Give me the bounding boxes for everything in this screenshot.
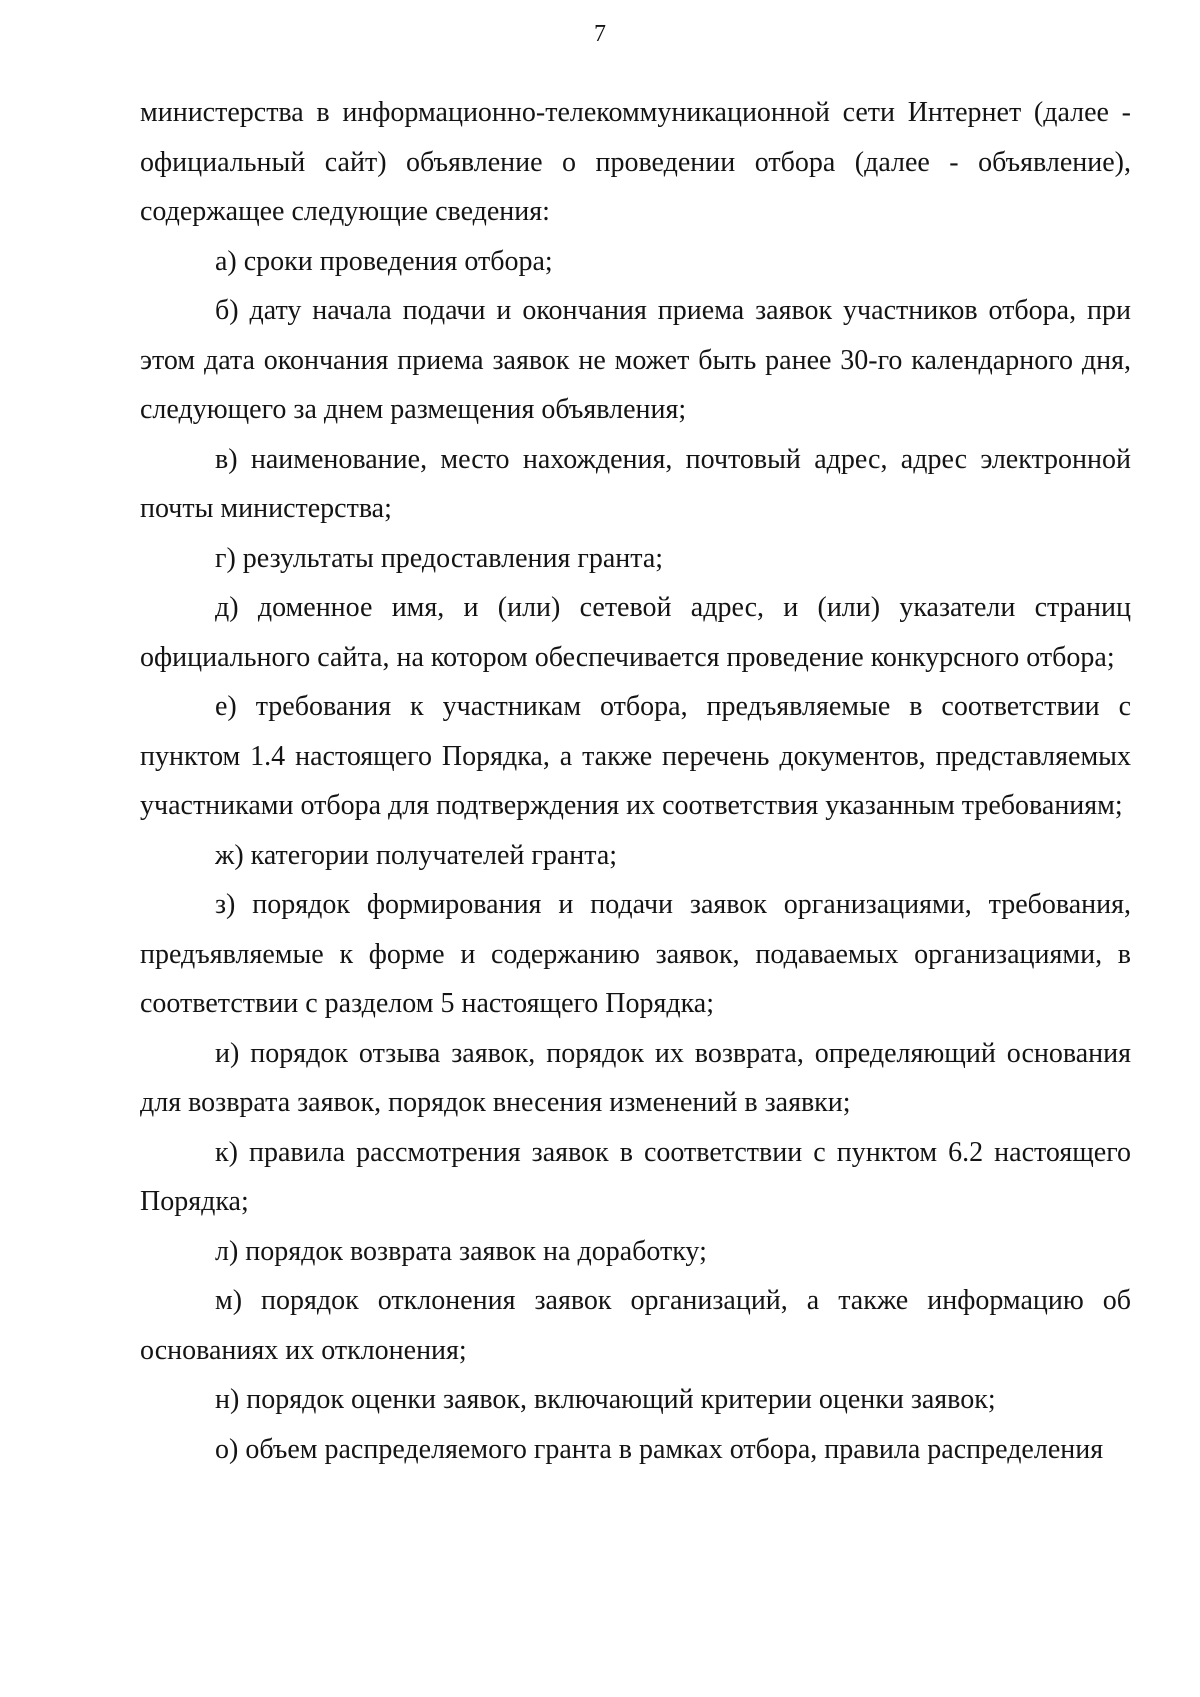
list-item-v: в) наименование, место нахождения, почтовый адрес, адрес электронной почты министерства; [140,443,1131,524]
page-number: 7 [594,21,606,47]
list-item-e: е) требования к участникам отбора, предъявляемые в соответствии с пунктом 1.4 настоящего Порядка, а также перечень документов, представляемых участниками отбора для подтверждения их соответствия указанным требованиям; [140,691,1131,821]
list-item-k: к) правила рассмотрения заявок в соответствии с пунктом 6.2 настоящего Порядка; [140,1136,1131,1217]
paragraph-intro: министерства в информационно-телекоммуникационной сети Интернет (далее - официальный сайт) объявление о проведении отбора (далее - объявление), содержащее следующие сведения: [140,97,1131,227]
list-item-a: а) сроки проведения отбора; [215,245,553,277]
list-item-n: н) порядок оценки заявок, включающий критерии оценки заявок; [215,1384,996,1415]
list-item-d: д) доменное имя, и (или) сетевой адрес, и (или) указатели страниц официального сайта, на котором обеспечивается проведение конкурсного отбора; [140,592,1131,673]
list-item-zh: ж) категории получателей гранта; [215,839,618,871]
list-item-b: б) дату начала подачи и окончания приема заявок участников отбора, при этом дата окончания приема заявок не может быть ранее 30-го календарного дня, следующего за днем размещения объявления; [140,295,1131,425]
list-item-i: и) порядок отзыва заявок, порядок их возврата, определяющий основания для возврата заявок, порядок внесения изменений в заявки; [140,1037,1131,1118]
list-item-l: л) порядок возврата заявок на доработку; [215,1235,707,1267]
list-item-m: м) порядок отклонения заявок организаций, а также информацию об основаниях их отклонения; [140,1285,1131,1366]
list-item-g: г) результаты предоставления гранта; [215,542,664,574]
document-body [140,88,1131,1474]
list-item-z: з) порядок формирования и подачи заявок организациями, требования, предъявляемые к форме и содержанию заявок, подаваемых организациями, в соответствии с разделом 5 настоящего Порядка; [140,889,1131,1019]
list-item-o: о) объем распределяемого гранта в рамках отбора, правила распределения [215,1433,1104,1465]
